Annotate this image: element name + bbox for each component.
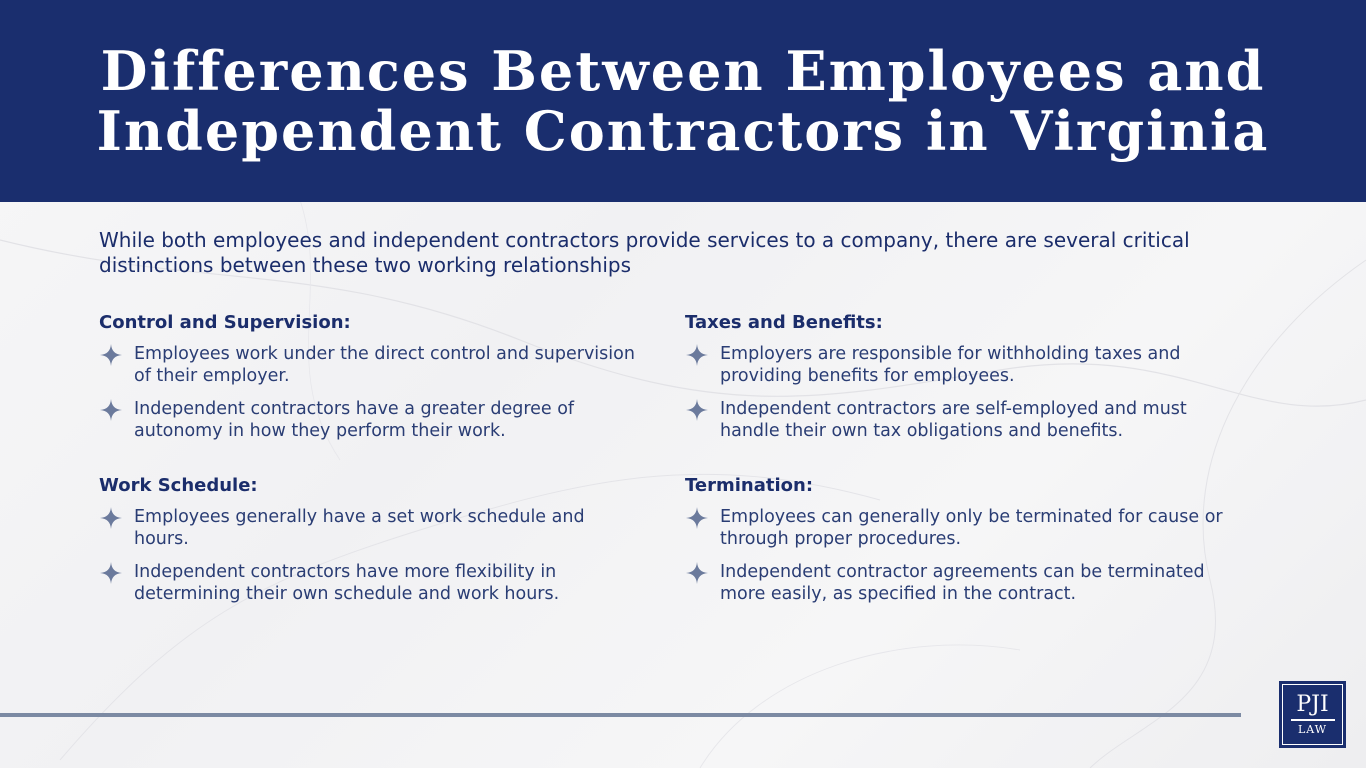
section-heading: Control and Supervision: [99, 312, 351, 333]
four-point-star-icon [99, 561, 123, 585]
bullet-text: Independent contractors have a greater degree of autonomy in how they perform their work. [134, 399, 575, 441]
bullet-item [685, 398, 1225, 442]
pji-law-logo [1279, 681, 1346, 748]
four-point-star-icon [99, 506, 123, 530]
page-title: Differences Between Employees and Independent Contractors in Virginia [96, 39, 1270, 163]
four-point-star-icon [685, 343, 709, 367]
section-taxes-benefits [685, 311, 1225, 453]
bullet-text: Employers are responsible for withholding taxes and providing benefits for employees. [720, 344, 1181, 386]
bullet-text: Independent contractors have more flexibility in determining their own schedule and work hours. [134, 562, 560, 604]
bullet-text: Employees generally have a set work schedule and hours. [134, 507, 585, 549]
title-banner [0, 0, 1366, 202]
four-point-star-icon [99, 398, 123, 422]
bullet-item [685, 561, 1225, 605]
section-work-schedule [99, 474, 639, 616]
section-control-supervision [99, 311, 639, 453]
bullet-item [685, 506, 1225, 550]
section-heading: Termination: [685, 475, 814, 496]
bullet-text: Employees can generally only be terminated for cause or through proper procedures. [720, 507, 1223, 549]
section-termination [685, 474, 1225, 616]
bullet-text: Independent contractor agreements can be terminated more easily, as specified in the contract. [720, 562, 1205, 604]
logo-bottom-text: LAW [1297, 722, 1328, 736]
four-point-star-icon [685, 398, 709, 422]
four-point-star-icon [685, 506, 709, 530]
logo-top-text: PJI [1296, 692, 1329, 718]
four-point-star-icon [685, 561, 709, 585]
section-heading: Work Schedule: [99, 475, 258, 496]
bullet-item [99, 561, 639, 605]
bullet-item [99, 506, 639, 550]
bullet-text: Independent contractors are self-employed and must handle their own tax obligations and benefits. [720, 399, 1187, 441]
section-heading: Taxes and Benefits: [685, 312, 883, 333]
four-point-star-icon [99, 343, 123, 367]
logo-divider [1291, 719, 1335, 721]
intro-text: While both employees and independent contractors provide services to a company, there are several critical distinctions between these two working relationships [99, 228, 1190, 277]
logo-frame [1282, 684, 1343, 745]
bullet-item [99, 398, 639, 442]
footer-divider [0, 713, 1241, 717]
bullet-item [99, 343, 639, 387]
bullet-text: Employees work under the direct control and supervision of their employer. [134, 344, 635, 386]
bullet-item [685, 343, 1225, 387]
